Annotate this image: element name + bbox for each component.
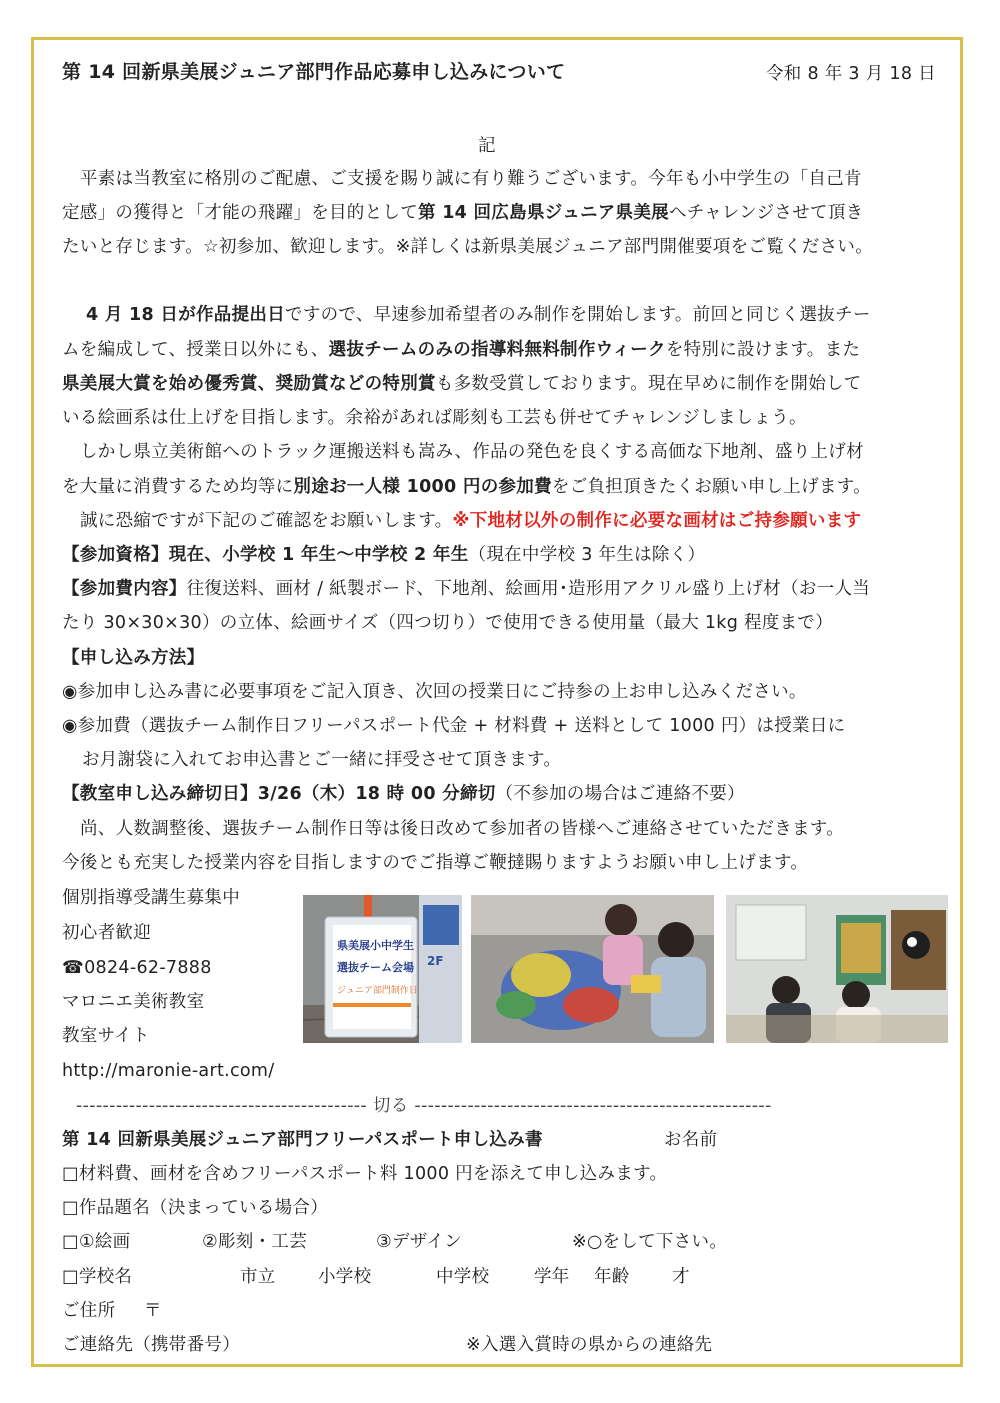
form-checkbox-fee[interactable]: □材料費、画材を含めフリーパスポート料 1000 円を添えて申し込みます。 <box>62 1164 668 1184</box>
photo-classroom <box>726 895 948 1043</box>
ki-heading: 記 <box>478 136 496 156</box>
form-circle-note: ※○をして下さい。 <box>572 1232 728 1252</box>
form-name-label[interactable]: お名前 <box>664 1130 718 1150</box>
para2-line-4: いる絵画系は仕上げを目指します。余裕があれば彫刻も工芸も併せてチャレンジしましょう。 <box>62 408 807 428</box>
form-work-title[interactable]: □作品題名（決まっている場合） <box>62 1198 329 1218</box>
fee-line-2: たり 30×30×30）の立体、絵画サイズ（四つ切り）で使用できる使用量（最大 1kg 程度まで） <box>62 613 833 633</box>
form-address-label[interactable]: ご住所 <box>62 1301 116 1321</box>
photo-sign-board <box>303 895 462 1043</box>
para2-line-6: を大量に消費するため均等に別途お一人様 1000 円の参加費をご負担頂きたくお願い申し上げます。 <box>62 477 871 497</box>
date: 令和 8 年 3 月 18 日 <box>766 64 936 84</box>
sign-floor: 2F <box>427 954 444 968</box>
cut-line: -------------------------------------------- 切る ------------------------------------------------------ <box>76 1096 772 1116</box>
eligibility: 【参加資格】現在、小学校 1 年生〜中学校 2 年生（現在中学校 3 年生は除く） <box>62 545 706 565</box>
fee-line-1: 【参加費内容】往復送料、画材 / 紙製ボード、下地剤、絵画用･造形用アクリル盛り上げ材（お一人当 <box>62 579 871 599</box>
recruit-text: 個別指導受講生募集中 <box>62 888 240 908</box>
deadline: 【教室申し込み締切日】3/26（木）18 時 00 分締切（不参加の場合はご連絡不要） <box>62 784 745 804</box>
form-contact-note: ※入選入賞時の県からの連絡先 <box>466 1335 713 1355</box>
intro-line-1: 平素は当教室に格別のご配慮、ご支援を賜り誠に有り難うございます。今年も小中学生の「自己肯 <box>80 169 862 189</box>
form-contact-label[interactable]: ご連絡先（携帯番号） <box>62 1335 240 1355</box>
method-line-3: お月謝袋に入れてお申込書とご一緒に拝受させて頂きます。 <box>82 750 562 770</box>
intro-line-2: 定感」の獲得と「才能の飛躍」を目的として第 14 回広島県ジュニア県美展へチャレンジさせて頂き <box>62 203 864 223</box>
method-line-1: ◉参加申し込み書に必要事項をご記入頂き、次回の授業日にご持参の上お申し込みください。 <box>62 682 807 702</box>
bring-materials-notice: ※下地材以外の制作に必要な画材はご持参願います <box>452 511 862 531</box>
closing-line-1: 尚、人数調整後、選抜チーム制作日等は後日改めて参加者の皆様へご連絡させていただきます。 <box>80 819 844 839</box>
sign-line-1: 県美展小中学生 <box>337 939 414 952</box>
site-url-link[interactable]: http://maronie-art.com/ <box>62 1061 275 1081</box>
form-city-label: 市立 <box>240 1267 276 1287</box>
method-line-2: ◉参加費（選抜チーム制作日フリーパスポート代金 + 材料費 + 送料として 1000 円）は授業日に <box>62 716 846 736</box>
site-label: 教室サイト <box>62 1026 150 1046</box>
form-category-painting[interactable]: □①絵画 <box>62 1232 131 1252</box>
para2-line-7: 誠に恐縮ですが下記のご確認をお願いします。※下地材以外の制作に必要な画材はご持参願います <box>80 511 862 531</box>
postal-mark: 〒 <box>144 1301 162 1321</box>
phone-number: ☎0824-62-7888 <box>62 958 212 978</box>
form-age-unit: 才 <box>672 1267 690 1287</box>
method-heading: 【申し込み方法】 <box>62 648 205 668</box>
cut-label: 切る <box>372 1096 409 1116</box>
closing-line-2: 今後とも充実した授業内容を目指しますのでご指導ご鞭撻賜りますようお願い申し上げます。 <box>62 853 809 873</box>
form-grade-label: 学年 <box>534 1267 570 1287</box>
para2-line-1: 4 月 18 日が作品提出日ですので、早速参加希望者のみ制作を開始します。前回と同じく選抜チー <box>86 305 871 325</box>
para2-line-3: 県美展大賞を始め優秀賞、奨励賞などの特別賞も多数受賞しております。現在早めに制作を開始して <box>62 374 862 394</box>
form-junior-high-label: 中学校 <box>436 1267 490 1287</box>
photo-students-painting <box>471 895 714 1043</box>
form-title: 第 14 回新県美展ジュニア部門フリーパスポート申し込み書 <box>62 1130 543 1150</box>
beginner-text: 初心者歓迎 <box>62 923 151 943</box>
para2-line-5: しかし県立美術館へのトラック運搬送料も嵩み、作品の発色を良くする高価な下地剤、盛り上げ材 <box>80 442 864 462</box>
school-name: マロニエ美術教室 <box>62 992 205 1012</box>
form-elementary-label: 小学校 <box>318 1267 372 1287</box>
sign-sub: ジュニア部門制作日 <box>337 986 418 996</box>
form-category-sculpture[interactable]: ②彫刻・工芸 <box>202 1232 307 1252</box>
para2-line-2: ムを編成して、授業日以外にも、選抜チームのみの指導料無料制作ウィークを特別に設けます。また <box>62 340 861 360</box>
intro-line-3: たいと存じます。☆初参加、歓迎します。※詳しくは新県美展ジュニア部門開催要項をご覧ください。 <box>62 237 873 257</box>
form-school-label[interactable]: □学校名 <box>62 1267 133 1287</box>
form-age-label: 年齢 <box>594 1267 630 1287</box>
form-category-design[interactable]: ③デザイン <box>376 1232 462 1252</box>
sign-line-2: 選抜チーム会場 <box>337 961 414 974</box>
page-title: 第 14 回新県美展ジュニア部門作品応募申し込みについて <box>62 61 566 83</box>
